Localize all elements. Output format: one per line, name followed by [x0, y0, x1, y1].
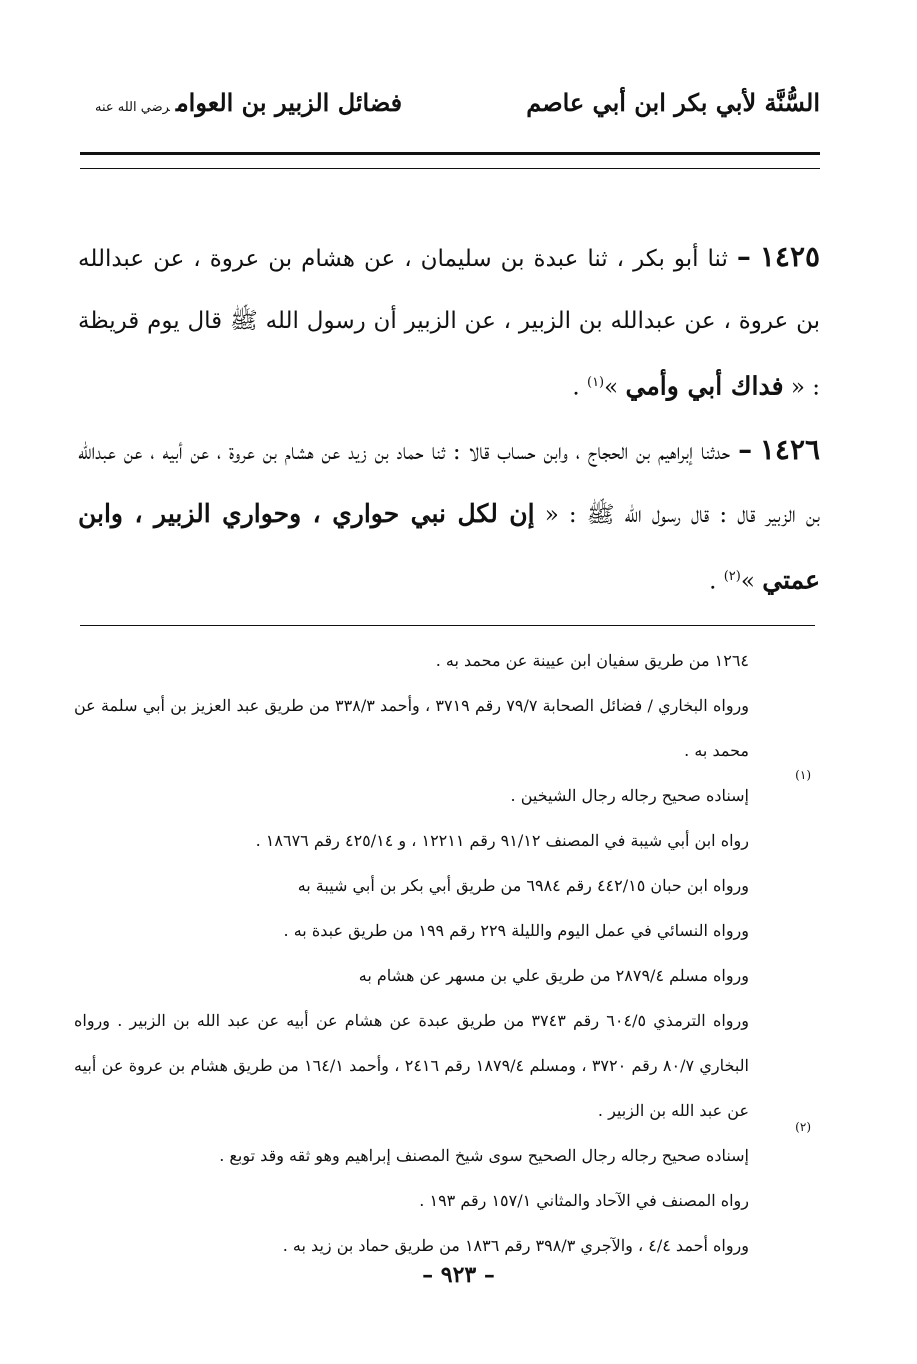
hadith-dash: –: [738, 432, 753, 466]
main-text: [78, 226, 820, 612]
hadith-quote: فداك أبي وأمي: [625, 371, 784, 401]
footnote-ref: (٢): [723, 568, 741, 584]
quote-close: »: [604, 374, 619, 401]
footnote-line: ورواه الترمذي ٦٠٤/٥ رقم ٣٧٤٣ من طريق عبدة عن هشام عن أبيه عن عبد الله بن الزبير . ورواه البخاري ٨٠/٧ رقم ٣٧٢٠ ، ومسلم ١٨٧٩/٤ رقم ٢٤١٦ ، وأحمد ١٦٤/١ من طريق هشام بن عروة عن أبيه عن عبد الله بن الزبير .: [74, 1011, 749, 1120]
honorific: رضي الله عنه: [95, 100, 170, 115]
book-title: السُّنَّة لأبي بكر ابن أبي عاصم: [526, 88, 820, 117]
footnote-ref: (١): [586, 375, 605, 390]
footnote-line: ١٢٦٤ من طريق سفيان ابن عيينة عن محمد به .: [435, 651, 749, 670]
hadith-1425: [78, 226, 820, 419]
chapter-title-wrap: [95, 88, 402, 117]
footnote-line: إسناده صحيح رجاله رجال الشيخين .: [510, 786, 749, 805]
footnote-line: رواه ابن أبي شيبة في المصنف ٩١/١٢ رقم ١٢٢١١ ، و ٤٢٥/١٤ رقم ١٨٦٧٦ .: [255, 831, 749, 850]
hadith-end: .: [709, 568, 717, 595]
footnote-marker-2: (٢): [795, 1120, 811, 1134]
footnote-rule: [80, 625, 815, 626]
header-rule-thin: [80, 168, 820, 169]
footnote-line: إسناده صحيح رجاله رجال الصحيح سوى شيخ المصنف إبراهيم وهو ثقه وقد توبع .: [219, 1146, 749, 1165]
footnote-line: ورواه البخاري / فضائل الصحابة ٧٩/٧ رقم ٣٧١٩ ، وأحمد ٣٣٨/٣ من طريق عبد العزيز بن أبي سلمة عن محمد به .: [74, 696, 749, 760]
footnote-marker-1: (١): [795, 768, 811, 782]
chapter-title: فضائل الزبير بن العوام: [175, 88, 403, 117]
footnote-line: ورواه مسلم ٢٨٧٩/٤ من طريق علي بن مسهر عن هشام به: [358, 966, 749, 985]
page-number: – ٩٢٣ –: [422, 1262, 495, 1288]
footnotes: [74, 638, 749, 1268]
hadith-end: .: [572, 374, 580, 401]
footnote-line: ورواه ابن حبان ٤٤٢/١٥ رقم ٦٩٨٤ من طريق أبي بكر بن أبي شيبة به: [297, 876, 749, 895]
hadith-number: ١٤٢٥: [759, 240, 821, 273]
hadith-1426: [78, 419, 820, 613]
footnote-line: ورواه النسائي في عمل اليوم والليلة ٢٢٩ رقم ١٩٩ من طريق عبدة به .: [283, 921, 749, 940]
quote-close: »: [740, 568, 755, 595]
footnote-line: رواه المصنف في الآحاد والمثاني ١٥٧/١ رقم ١٩٣ .: [419, 1191, 749, 1210]
hadith-quote: إن لكل نبي حواري ، وحواري الزبير ، وابن عمتي: [78, 498, 820, 595]
running-header: [95, 78, 820, 128]
header-rule-thick: [80, 152, 820, 155]
hadith-number: ١٤٢٦: [759, 432, 821, 466]
footnote-line: ورواه أحمد ٤/٤ ، والآجري ٣٩٨/٣ رقم ١٨٣٦ من طريق حماد بن زيد به .: [282, 1236, 749, 1255]
hadith-dash: –: [736, 240, 751, 273]
hadith-text: حدثنا إبراهيم بن الحجاج ، وابن حساب قالا : ثنا حماد بن زيد عن هشام بن عروة ، عن أبيه ، عن عبدالله بن الزبير قال : قال رسول الله ﷺ : «: [78, 438, 821, 528]
hadith-text: ثنا أبو بكر ، ثنا عبدة بن سليمان ، عن هشام بن عروة ، عن عبدالله بن عروة ، عن عبدالله بن الزبير ، عن الزبير أن رسول الله ﷺ قال يوم قريظة : «: [78, 246, 820, 401]
